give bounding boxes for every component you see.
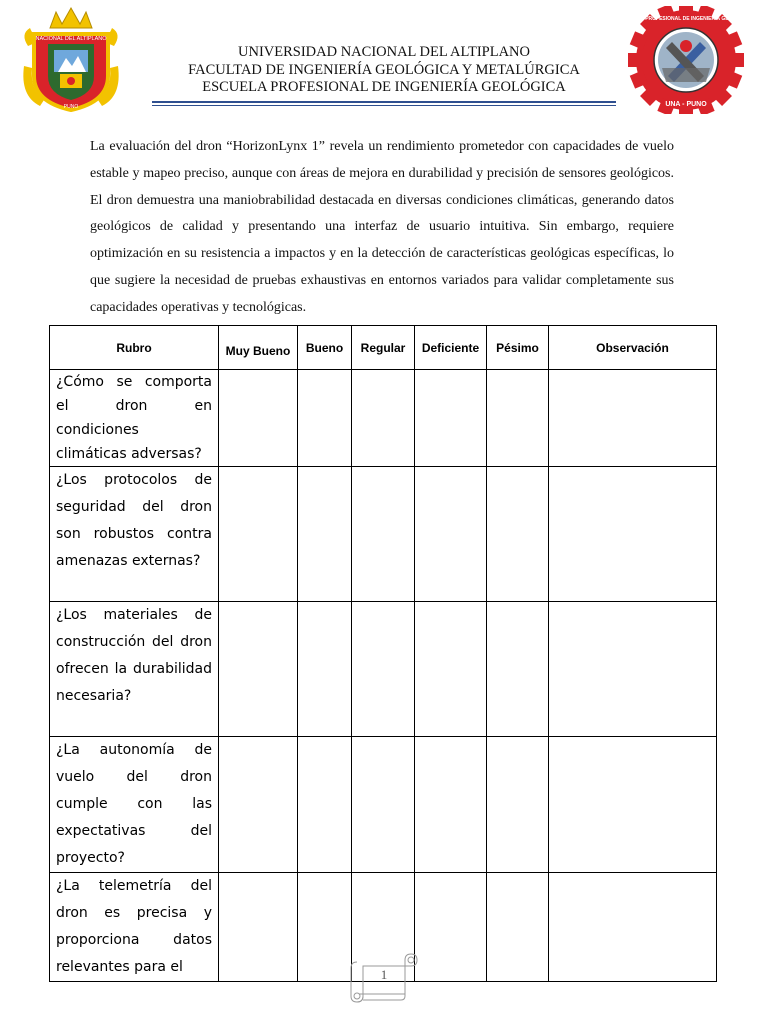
rating-cell[interactable] bbox=[415, 467, 487, 602]
header-rubro: Rubro bbox=[50, 326, 219, 370]
observation-cell[interactable] bbox=[549, 737, 717, 873]
question-text: ¿La telemetría del dron es precisa y proporciona datos relevantes para el bbox=[56, 878, 212, 975]
observation-cell[interactable] bbox=[549, 467, 717, 602]
question-text: ¿Los materiales de construcción del dron ofrecen la durabilidad necesaria? bbox=[56, 607, 212, 704]
right-seal-ring-text: ESCUELA PROFESIONAL DE INGENIERÍA GEOLÓGICA bbox=[624, 16, 748, 22]
question-text: ¿La autonomía de vuelo del dron cumple con las expectativas del proyecto? bbox=[56, 742, 212, 866]
table-row bbox=[50, 467, 717, 602]
rating-cell[interactable] bbox=[352, 737, 415, 873]
rating-cell[interactable] bbox=[352, 370, 415, 467]
page-number-scroll bbox=[349, 952, 419, 1006]
header-observacion: Observación bbox=[549, 326, 717, 370]
rating-cell[interactable] bbox=[487, 370, 549, 467]
university-name: UNIVERSIDAD NACIONAL DEL ALTIPLANO bbox=[238, 44, 530, 60]
header-muy-bueno: Muy Bueno bbox=[219, 326, 298, 370]
school-seal-logo bbox=[624, 6, 748, 114]
rating-cell[interactable] bbox=[487, 602, 549, 737]
header-regular: Regular bbox=[352, 326, 415, 370]
rating-cell[interactable] bbox=[415, 602, 487, 737]
right-seal-bottom-text: UNA - PUNO bbox=[665, 101, 707, 108]
rating-cell[interactable] bbox=[415, 873, 487, 982]
observation-cell[interactable] bbox=[549, 873, 717, 982]
table-row bbox=[50, 370, 717, 467]
page-number: 1 bbox=[380, 967, 388, 982]
document-header bbox=[150, 44, 618, 97]
table-row bbox=[50, 602, 717, 737]
table-row bbox=[50, 737, 717, 873]
rating-cell[interactable] bbox=[352, 602, 415, 737]
university-seal-logo bbox=[20, 6, 122, 114]
rating-cell[interactable] bbox=[487, 737, 549, 873]
rating-cell[interactable] bbox=[219, 737, 298, 873]
question-text: ¿Cómo se comporta el dron en condiciones climáticas adversas? bbox=[56, 374, 212, 462]
question-text: ¿Los protocolos de seguridad del dron son robustos contra amenazas externas? bbox=[56, 472, 212, 569]
rating-cell[interactable] bbox=[219, 873, 298, 982]
header-pesimo: Pésimo bbox=[487, 326, 549, 370]
rating-cell[interactable] bbox=[487, 467, 549, 602]
header-divider-thin bbox=[152, 105, 616, 106]
rating-cell[interactable] bbox=[415, 370, 487, 467]
rating-cell[interactable] bbox=[219, 467, 298, 602]
observation-cell[interactable] bbox=[549, 370, 717, 467]
left-seal-bottom-text: PUNO bbox=[63, 104, 79, 110]
rating-cell[interactable] bbox=[298, 370, 352, 467]
left-seal-ring-text: NACIONAL DEL ALTIPLANO bbox=[35, 36, 107, 42]
rating-cell[interactable] bbox=[415, 737, 487, 873]
rating-cell[interactable] bbox=[352, 467, 415, 602]
table-header-row bbox=[50, 326, 717, 370]
school-name: ESCUELA PROFESIONAL DE INGENIERÍA GEOLÓGICA bbox=[202, 79, 566, 95]
intro-paragraph: La evaluación del dron “HorizonLynx 1” revela un rendimiento prometedor con capacidades de vuelo estable y mapeo preciso, aunque con áreas de mejora en durabilidad y precisión de sensores geológicos. El dron demuestra una maniobrabilidad destacada en diversas condiciones climáticas, generando datos geológicos de calidad y presentando una interfaz de usuario intuitiva. Sin embargo, requiere optimización en su resistencia a impactos y en la detección de características geológicas específicas, lo que sugiere la necesidad de pruebas exhaustivas en entornos variados para validar completamente sus capacidades operativas y tecnológicas. bbox=[90, 139, 674, 315]
observation-cell[interactable] bbox=[549, 602, 717, 737]
header-deficiente: Deficiente bbox=[415, 326, 487, 370]
header-bueno: Bueno bbox=[298, 326, 352, 370]
rating-cell[interactable] bbox=[298, 467, 352, 602]
rating-cell[interactable] bbox=[219, 602, 298, 737]
rating-cell[interactable] bbox=[298, 737, 352, 873]
rating-cell[interactable] bbox=[298, 602, 352, 737]
header-divider bbox=[152, 101, 616, 103]
evaluation-table bbox=[49, 325, 717, 982]
rating-cell[interactable] bbox=[219, 370, 298, 467]
faculty-name: FACULTAD DE INGENIERÍA GEOLÓGICA Y METALÚRGICA bbox=[188, 61, 580, 78]
rating-cell[interactable] bbox=[298, 873, 352, 982]
rating-cell[interactable] bbox=[487, 873, 549, 982]
